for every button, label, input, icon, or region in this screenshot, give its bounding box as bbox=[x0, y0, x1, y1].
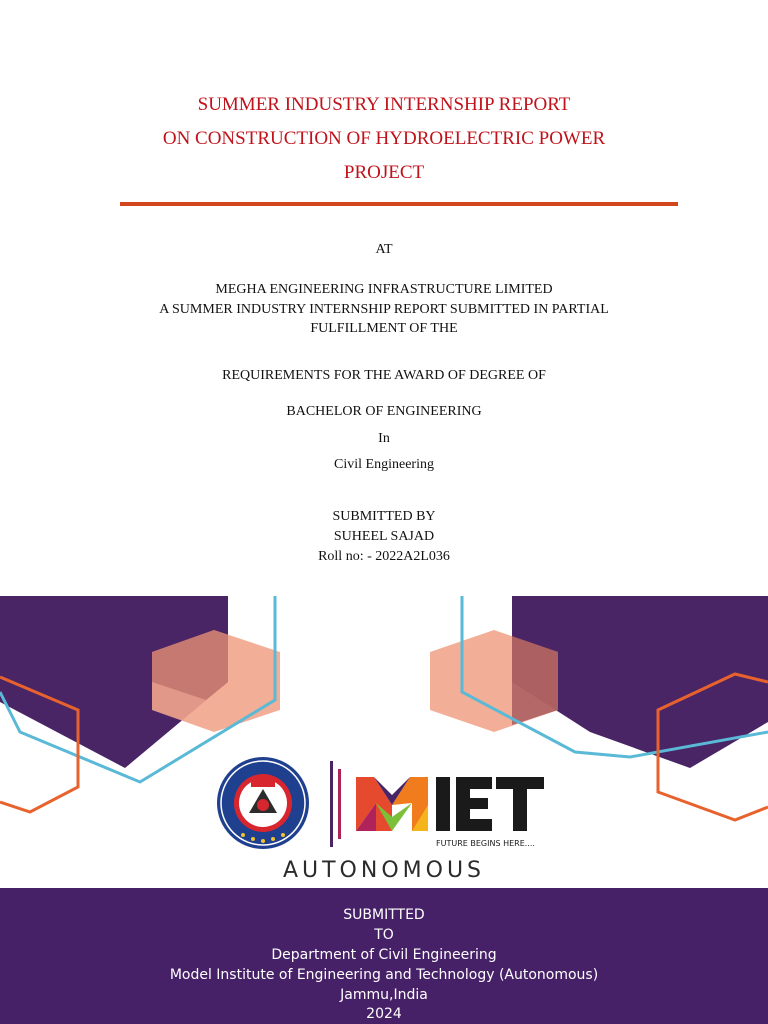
logo-tagline: FUTURE BEGINS HERE.... bbox=[436, 839, 535, 848]
at-label: AT bbox=[375, 242, 393, 257]
requirements-line: REQUIREMENTS FOR THE AWARD OF DEGREE OF bbox=[222, 368, 546, 383]
miet-wordmark-logo bbox=[326, 755, 576, 851]
submitted-by-label: SUBMITTED BY bbox=[332, 509, 436, 524]
title-line-2: ON CONSTRUCTION OF HYDROELECTRIC POWER bbox=[162, 128, 606, 149]
in-label: In bbox=[378, 431, 390, 446]
footer-submitted: SUBMITTED bbox=[343, 907, 425, 923]
branch-name: Civil Engineering bbox=[334, 457, 434, 472]
submission-line-2: FULFILLMENT OF THE bbox=[310, 321, 458, 336]
roll-number: Roll no: - 2022A2L036 bbox=[318, 549, 450, 564]
report-title bbox=[0, 88, 768, 190]
footer-department: Department of Civil Engineering bbox=[271, 947, 497, 963]
footer-location: Jammu,India bbox=[340, 987, 428, 1003]
submission-line-1: A SUMMER INDUSTRY INTERNSHIP REPORT SUBMITTED IN PARTIAL bbox=[159, 302, 609, 317]
institute-seal-logo bbox=[213, 755, 313, 851]
title-divider bbox=[120, 202, 678, 206]
title-line-3: PROJECT bbox=[343, 162, 425, 183]
degree-name: BACHELOR OF ENGINEERING bbox=[286, 404, 482, 419]
footer-institute: Model Institute of Engineering and Technology (Autonomous) bbox=[169, 967, 599, 983]
student-name: SUHEEL SAJAD bbox=[333, 529, 435, 544]
footer-year: 2024 bbox=[366, 1006, 402, 1022]
autonomous-label: AUTONOMOUS bbox=[282, 858, 486, 883]
company-name: MEGHA ENGINEERING INFRASTRUCTURE LIMITED bbox=[215, 282, 553, 297]
title-line-1: SUMMER INDUSTRY INTERNSHIP REPORT bbox=[197, 94, 571, 115]
footer-to: TO bbox=[374, 927, 394, 943]
